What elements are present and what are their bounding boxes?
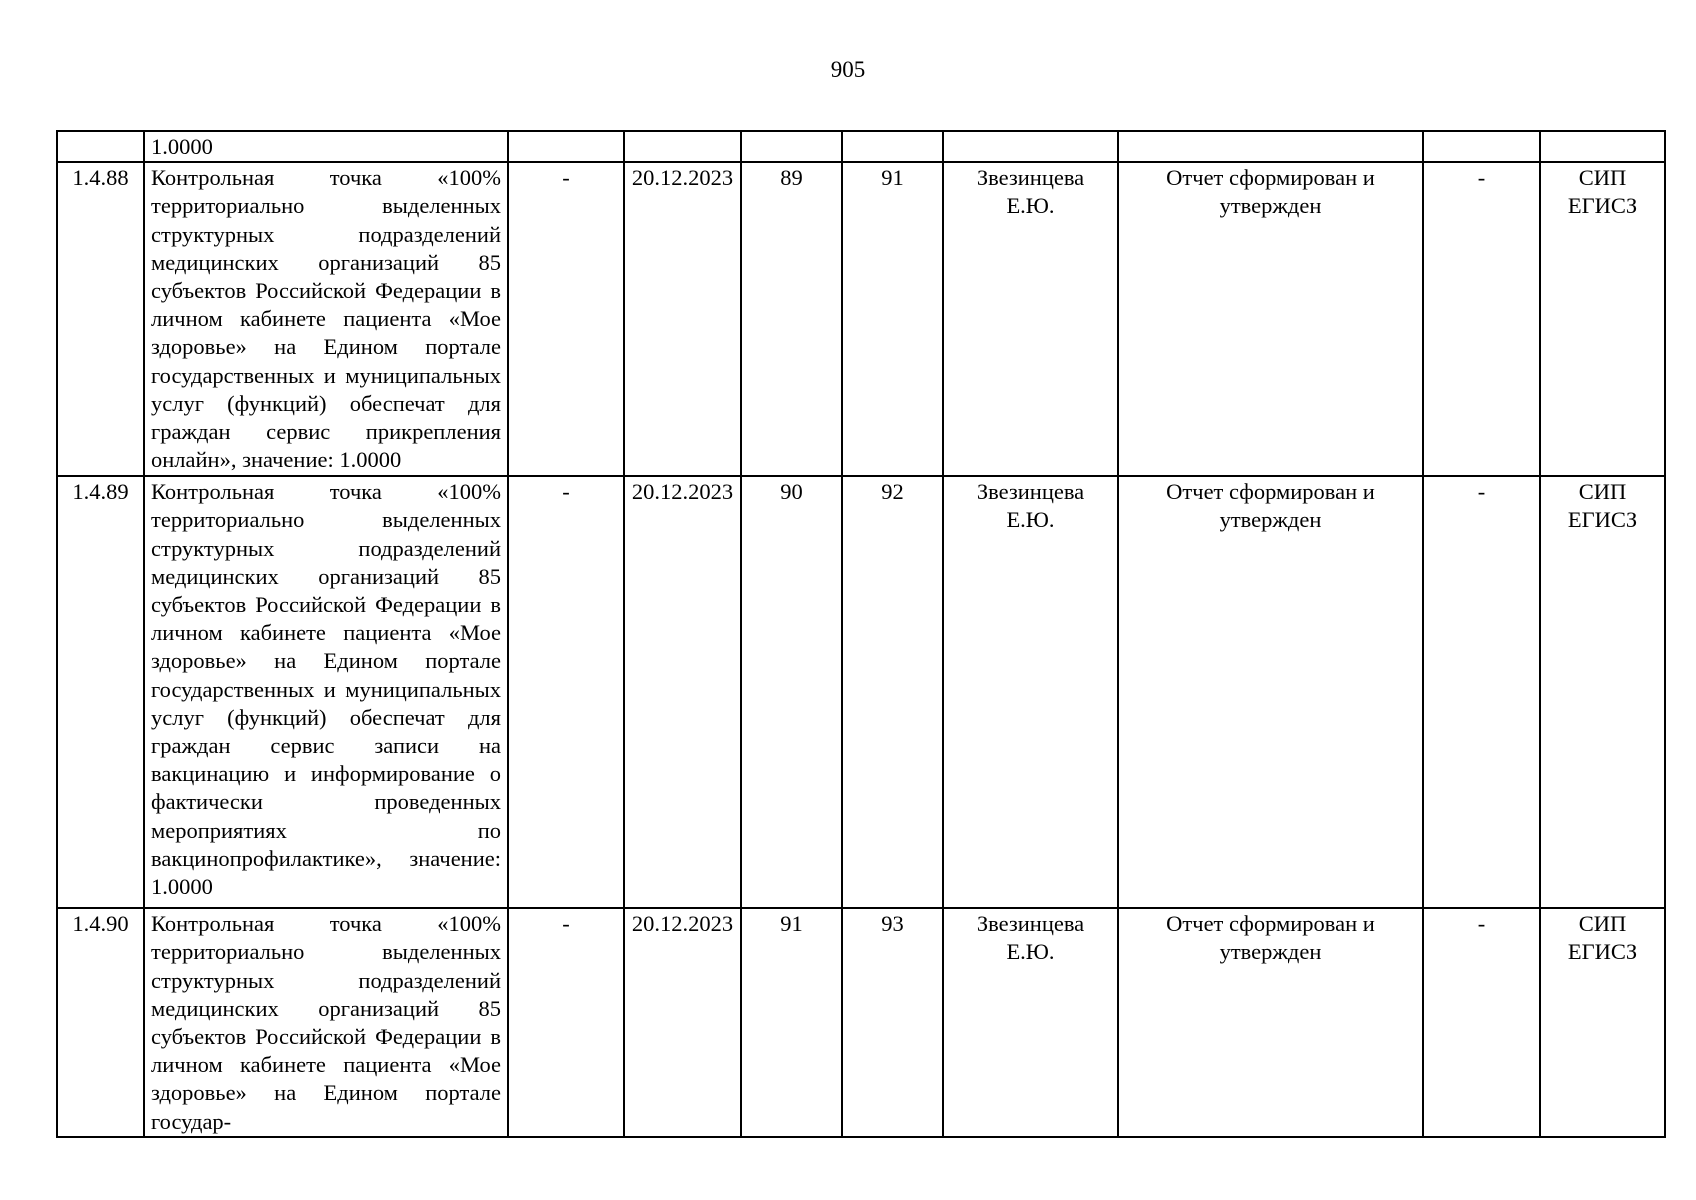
cell-col5: 89 bbox=[741, 162, 842, 476]
cell-description: Контрольная точка «100% территориально выделенных структурных подразделений медицинских организаций 85 субъектов Российской Федерации в личном кабинете пациента «Мое здоровье» на Едином портале государственных и муниципальных услуг (функций) обеспечат для граждан сервис прикрепления онлайн», значение: 1.0000 bbox=[144, 162, 508, 476]
cell-num: 1.4.89 bbox=[57, 476, 144, 908]
cell-description: 1.0000 bbox=[144, 131, 508, 162]
cell-result: Отчет сформирован и утвержден bbox=[1118, 476, 1423, 908]
cell-col9: - bbox=[1423, 162, 1540, 476]
cell-empty bbox=[1540, 131, 1665, 162]
cell-col3: - bbox=[508, 476, 624, 908]
cell-empty bbox=[508, 131, 624, 162]
cell-responsible: Звезинцева Е.Ю. bbox=[943, 908, 1118, 1137]
cell-empty bbox=[943, 131, 1118, 162]
cell-col9: - bbox=[1423, 476, 1540, 908]
cell-description: Контрольная точка «100% территориально выделенных структурных подразделений медицинских организаций 85 субъектов Российской Федерации в личном кабинете пациента «Мое здоровье» на Едином портале государственных и муниципальных услуг (функций) обеспечат для граждан сервис записи на вакцинацию и информирование о фактически проведенных мероприятиях по вакцинопрофилактике», значение: 1.0000 bbox=[144, 476, 508, 908]
cell-col5: 91 bbox=[741, 908, 842, 1137]
cell-num: 1.4.88 bbox=[57, 162, 144, 476]
cell-col5: 90 bbox=[741, 476, 842, 908]
cell-empty bbox=[1118, 131, 1423, 162]
cell-date: 20.12.2023 bbox=[624, 908, 741, 1137]
cell-result: Отчет сформирован и утвержден bbox=[1118, 908, 1423, 1137]
cell-col6: 91 bbox=[842, 162, 943, 476]
cell-system: СИП ЕГИСЗ bbox=[1540, 476, 1665, 908]
table-row bbox=[57, 162, 1665, 476]
cell-num: 1.4.90 bbox=[57, 908, 144, 1137]
cell-col6: 92 bbox=[842, 476, 943, 908]
cell-description: Контрольная точка «100% территориально выделенных структурных подразделений медицинских организаций 85 субъектов Российской Федерации в личном кабинете пациента «Мое здоровье» на Едином портале государ- bbox=[144, 908, 508, 1137]
control-points-table bbox=[56, 130, 1666, 1138]
cell-date: 20.12.2023 bbox=[624, 162, 741, 476]
cell-responsible: Звезинцева Е.Ю. bbox=[943, 476, 1118, 908]
cell-result: Отчет сформирован и утвержден bbox=[1118, 162, 1423, 476]
cell-empty bbox=[1423, 131, 1540, 162]
table-row-continuation bbox=[57, 131, 1665, 162]
cell-num bbox=[57, 131, 144, 162]
cell-col6: 93 bbox=[842, 908, 943, 1137]
cell-responsible: Звезинцева Е.Ю. bbox=[943, 162, 1118, 476]
cell-system: СИП ЕГИСЗ bbox=[1540, 162, 1665, 476]
cell-col3: - bbox=[508, 908, 624, 1137]
cell-col3: - bbox=[508, 162, 624, 476]
table-row bbox=[57, 908, 1665, 1137]
cell-system: СИП ЕГИСЗ bbox=[1540, 908, 1665, 1137]
cell-empty bbox=[624, 131, 741, 162]
cell-empty bbox=[741, 131, 842, 162]
table-row bbox=[57, 476, 1665, 908]
cell-empty bbox=[842, 131, 943, 162]
page-number: 905 bbox=[830, 57, 866, 82]
cell-col9: - bbox=[1423, 908, 1540, 1137]
cell-date: 20.12.2023 bbox=[624, 476, 741, 908]
